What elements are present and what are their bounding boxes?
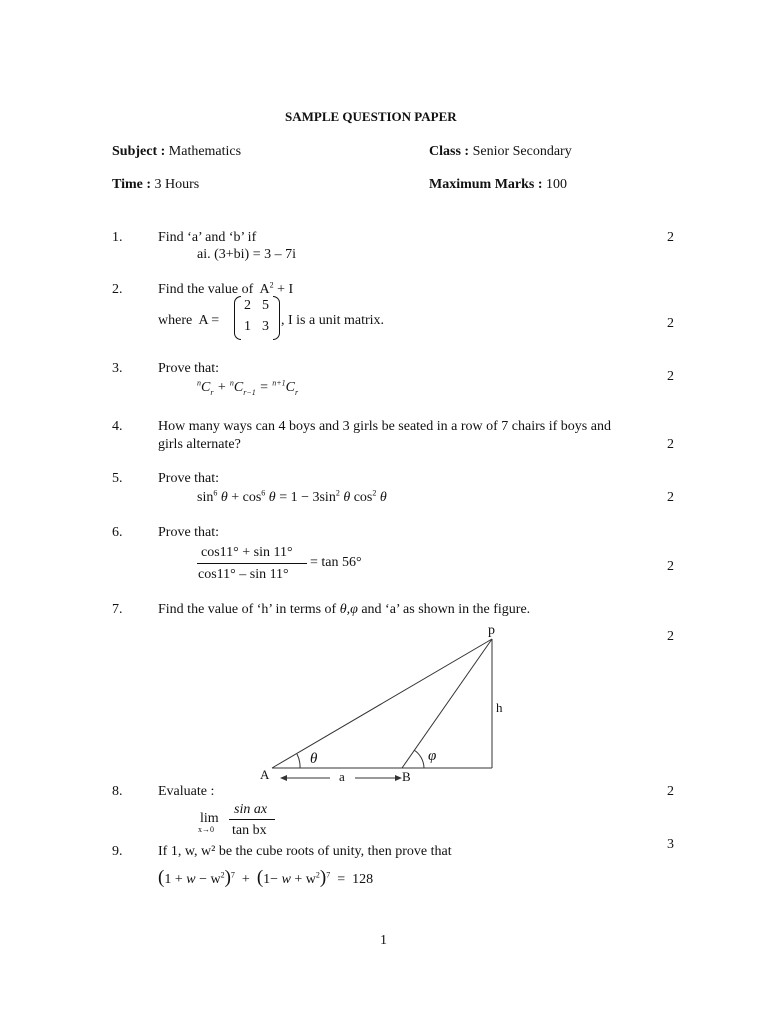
question-2-unit-note: , I is a unit matrix. xyxy=(281,313,385,328)
question-8-numerator: sin ax xyxy=(234,802,268,817)
max-marks-value: 100 xyxy=(546,177,568,192)
question-3-number: 3. xyxy=(112,361,123,376)
question-3-marks: 2 xyxy=(667,369,674,384)
question-8-fraction-bar xyxy=(229,819,275,820)
question-4-text-line1: How many ways can 4 boys and 3 girls be seated in a row of 7 chairs if boys and xyxy=(158,419,611,434)
label-phi: φ xyxy=(428,748,437,764)
question-6-text: Prove that: xyxy=(158,525,220,540)
question-2-number: 2. xyxy=(112,282,123,297)
question-5-formula: $\sin^6 \theta + \cos^6 \theta = 1 - 3\sin^2$ θ $\cos^2 \theta$ xyxy=(197,488,387,505)
question-9-formula: $(1 + w - w^2)^7 + (1- w + w^2)^7 = 128$ xyxy=(158,867,374,888)
page-number: 1 xyxy=(380,933,387,948)
question-7-marks: 2 xyxy=(667,629,674,644)
question-3-text: Prove that: xyxy=(158,361,220,376)
question-2-expression: $A^2 + I$ xyxy=(259,280,294,297)
question-3-formula: $^nC_r + ^nC_{r-1} = ^{n+1}C_r$ xyxy=(197,378,299,397)
subject-value: Mathematics xyxy=(168,144,242,159)
matrix-cell: 3 xyxy=(262,319,269,334)
max-marks-label: Maximum Marks : xyxy=(429,177,543,192)
class-label: Class : xyxy=(429,144,470,159)
question-7-tail: and ‘a’ as shown in the figure. xyxy=(361,602,531,617)
question-8-lim: lim xyxy=(200,811,219,826)
question-2-where-word: where xyxy=(158,313,193,328)
question-6-marks: 2 xyxy=(667,559,674,574)
question-8-text: Evaluate : xyxy=(158,784,215,799)
question-1-text: Find ‘a’ and ‘b’ if xyxy=(158,230,257,245)
label-p: p xyxy=(488,623,495,638)
label-theta: θ xyxy=(310,751,318,767)
question-1-marks: 2 xyxy=(667,230,674,245)
matrix-cell: 1 xyxy=(244,319,251,334)
paper-title: SAMPLE QUESTION PAPER xyxy=(285,109,457,124)
time-label: Time : xyxy=(112,177,152,192)
arrowhead-b xyxy=(395,775,402,781)
question-7-symbols: θ,φ xyxy=(339,602,358,617)
question-2-a-equals: A = xyxy=(198,313,220,328)
question-8-lim-subscript: x→0 xyxy=(198,825,214,834)
question-6-rhs: = tan 56° xyxy=(310,555,362,570)
question-1-equation: ai. (3+bi) = 3 – 7i xyxy=(197,247,296,262)
matrix-cell: 2 xyxy=(244,298,251,313)
question-4-marks: 2 xyxy=(667,437,674,452)
question-6-numerator: cos11° + sin 11° xyxy=(201,545,293,560)
question-4-number: 4. xyxy=(112,419,123,434)
theta-angle-arc xyxy=(297,754,300,768)
question-5-marks: 2 xyxy=(667,490,674,505)
question-5-number: 5. xyxy=(112,471,123,486)
question-6-denominator: cos11° – sin 11° xyxy=(198,567,289,582)
question-7-lead: Find the value of ‘h’ in terms of xyxy=(158,602,337,617)
question-6-number: 6. xyxy=(112,525,123,540)
question-4-text-line2: girls alternate? xyxy=(158,437,241,452)
label-h: h xyxy=(496,700,503,715)
label-b: B xyxy=(402,769,411,784)
question-9-text: If 1, w, w² be the cube roots of unity, then prove that xyxy=(158,844,452,859)
label-a-side: a xyxy=(339,769,345,784)
figure-line-bp xyxy=(402,639,492,768)
question-7-number: 7. xyxy=(112,602,123,617)
time-value: 3 Hours xyxy=(154,177,200,192)
label-a-vertex: A xyxy=(260,767,270,782)
question-1-number: 1. xyxy=(112,230,123,245)
question-2-lead: Find the value of xyxy=(158,282,254,297)
subject-label: Subject : xyxy=(112,144,166,159)
question-5-text: Prove that: xyxy=(158,471,220,486)
question-8-marks: 2 xyxy=(667,784,674,799)
question-8-denominator: tan bx xyxy=(232,823,267,838)
figure-line-ap xyxy=(272,639,492,768)
arrowhead-a xyxy=(280,775,287,781)
matrix-cell: 5 xyxy=(262,298,269,313)
question-9-marks: 3 xyxy=(667,837,674,852)
phi-angle-arc xyxy=(414,750,424,768)
class-value: Senior Secondary xyxy=(472,144,572,159)
question-2-marks: 2 xyxy=(667,316,674,331)
question-9-number: 9. xyxy=(112,844,123,859)
question-8-number: 8. xyxy=(112,784,123,799)
